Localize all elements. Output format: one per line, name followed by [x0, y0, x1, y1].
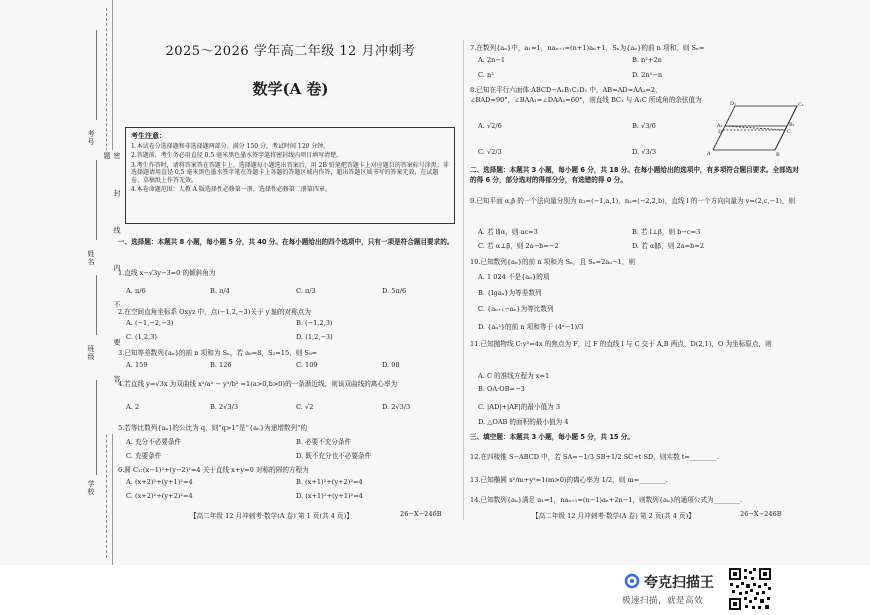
notice-item: 3.考生作答时，请将答案答在答题卡上。选择题每小题选出答案后，用 2B 铅笔把答题卡上对应题目的答案标号涂黑；非选择题请用直径 0.5 毫米黑色墨水签字笔在答题卡上各题的答题区域内作答，超出答题区域书写的答案无效，在试题卷、草稿纸上作答无效。: [131, 161, 449, 185]
q2-option-a: A. (−1,−2,−3): [126, 319, 174, 327]
label-d1: D₁: [730, 101, 737, 107]
label-c: C: [787, 129, 791, 135]
column-divider: [463, 40, 464, 520]
q1-option-b: B. π/4: [210, 287, 230, 295]
q2-option-c: C. (1,2,3): [126, 333, 157, 341]
q10-option-b: B. {lgaₙ}为等差数列: [478, 289, 542, 297]
question-2-stem: 2.在空间直角坐标系 Oxyz 中，点(−1,2,−3)关于 y 轴的对称点为: [118, 308, 311, 316]
question-12: 12.在四棱锥 S−ABCD 中，若 SA=−1/3 SB+1/2 SC+t SD，则实数 t=________.: [470, 453, 719, 461]
label-b: B: [776, 152, 780, 158]
question-10-stem: 10.已知数列{aₙ}的前 n 项和为 Sₙ，且 Sₙ=2aₙ−1，则: [470, 258, 635, 266]
q11-option-c: C. |AD|+|AF|的最小值为 3: [478, 403, 561, 411]
margin-label-exam-number: 考号: [87, 130, 95, 146]
scanner-logo-icon: [624, 573, 640, 589]
q9-option-d: D. 若 α∥β，则 2a=b=2: [632, 242, 705, 250]
q7-option-b: B. n²+2n: [632, 56, 662, 64]
q4-option-c: C. √2: [296, 403, 314, 411]
label-a1: A₁: [717, 123, 723, 129]
q9-option-b: B. 若 l⊥β，则 b−c=3: [632, 228, 701, 236]
footer-right: 【高二年级 12 月冲刺考·数学(A 卷) 第 2 页(共 4 页)】: [532, 512, 695, 520]
question-8-stem: 8.已知在平行六面体 ABCD−A₁B₁C₁D₁ 中，AB=AD=AA₁=2，∠BAD=90°，∠BAA₁=∠DAA₁=60°，则直线 BC₁ 与 A₁C 所成角的余弦值为: [470, 86, 702, 104]
margin-label-class: 班级: [87, 345, 95, 361]
question-3-stem: 3.已知等差数列{aₙ}的前 n 项和为 Sₙ，若 a₈=8，S₃=15，则 S₉=: [118, 349, 318, 357]
diagonal-b-c1: [775, 106, 797, 150]
question-5-stem: 5.若等比数列{aₙ}的公比为 q，则“q>1”是“{aₙ}为递增数列”的: [118, 424, 308, 432]
scanner-slogan: 极速扫描，就是高效: [622, 596, 704, 606]
q6-option-d: D. (x+1)²+(y+1)²=4: [296, 492, 363, 500]
parallelepiped-figure: [705, 98, 805, 158]
q2-option-d: D. (1,2,−3): [296, 333, 333, 341]
footer-left-code: 26−X−246B: [400, 510, 442, 518]
q5-option-a: A. 充分不必要条件: [126, 438, 182, 446]
q5-option-c: C. 充要条件: [126, 452, 162, 460]
notice-item: 4.本卷命题范围：人教 A 版选择性必修第一册，选择性必修第二册第四章。: [131, 186, 331, 194]
q8-option-d: D. √3/3: [632, 148, 657, 156]
q11-option-b: B. OA·OB=−3: [478, 385, 525, 393]
q8-option-c: C. √2/3: [478, 148, 502, 156]
qr-code-icon: [727, 566, 773, 612]
q4-option-b: B. 2√3/3: [210, 403, 239, 411]
footer-left: 【高二年级 12 月冲刺考·数学(A 卷) 第 1 页(共 4 页)】: [190, 512, 353, 520]
diagonal-a1-c: [725, 126, 785, 130]
question-11-stem: 11.已知抛物线 C:y²=4x 的焦点为 F，过 F 的直线 l 与 C 交于 A,B 两点，D(2,1)，O 为坐标原点，则: [470, 340, 772, 348]
binding-margin: [0, 0, 121, 565]
question-13: 13.已知椭圆 x²/m+y²=1(m>0)的离心率为 1/2，则 m=________.: [470, 476, 668, 484]
q10-option-c: C. {aₙ₊₁−aₙ}为等比数列: [478, 305, 554, 313]
q11-option-a: A. C 的准线方程为 x=1: [478, 372, 550, 380]
q8-option-a: A. √2/6: [478, 122, 502, 130]
q3-option-a: A. 159: [126, 361, 148, 369]
question-1-stem: 1.直线 x−√3y−3=0 的倾斜角为: [118, 269, 216, 277]
notice-heading: 考生注意：: [131, 132, 166, 140]
question-6-stem: 6.圆 C₁:(x−1)²+(y−2)²=4 关于直线 x+y=0 对称的圆的方程为: [118, 466, 309, 474]
q6-option-a: A. (x+2)²+(y+1)²=4: [126, 478, 193, 486]
q10-option-d: D. {aₙ²}的前 n 项和等于 (4ⁿ−1)/3: [478, 323, 584, 331]
q1-option-d: D. 5π/6: [382, 287, 407, 295]
q5-option-b: B. 必要不充分条件: [296, 438, 352, 446]
exam-number-line: [96, 30, 97, 120]
notice-item: 2.答题前，考生务必用直径 0.5 毫米黑色墨水签字笔将密封线内项目填写清楚。: [131, 152, 343, 160]
q3-option-b: B. 126: [210, 361, 232, 369]
q1-option-c: C. π/3: [296, 287, 316, 295]
q5-option-d: D. 既不充分也不必要条件: [296, 452, 372, 460]
question-9-stem: 9.已知平面 α,β 的一个法向量分别为 n₁=(−1,a,1)，n₂=(−2,2,b)，直线 l 的一个方向向量为 v=(2,c,−1)，则: [470, 197, 796, 205]
name-line: [96, 160, 97, 240]
q8-option-b: B. √3/6: [632, 122, 656, 130]
notice-item: 1.本试卷分选择题和非选择题两部分。满分 150 分，考试时间 120 分钟。: [131, 143, 330, 150]
q4-option-d: D. 2√3/3: [382, 403, 411, 411]
scanner-brand: 夸克扫描王: [644, 575, 714, 591]
seal-line-text: 密 封 线 内 不 要 答 题: [102, 150, 122, 434]
label-a: A: [707, 151, 711, 157]
exam-title: 2025～2026 学年高二年级 12 月冲刺考: [165, 44, 416, 59]
notice-box: [125, 127, 455, 224]
question-14: 14.已知数列{aₙ}满足 a₁=1，naₙ₊₁=(n−1)aₙ+2n−1，则数列{aₙ}的通项公式为________.: [470, 496, 743, 504]
q7-option-d: D. 2n²−n: [632, 71, 663, 79]
q6-option-b: B. (x+1)²+(y+2)²=4: [296, 478, 363, 486]
q2-option-b: B. (−1,2,3): [296, 319, 333, 327]
footer-right-code: 26−X−246B: [740, 510, 782, 518]
top-face: [725, 106, 797, 126]
school-line: [96, 380, 97, 475]
question-7-stem: 7.在数列{aₙ}中，a₁=1，naₙ₊₁=(n+1)aₙ+1，Sₙ为{aₙ}的前 n 项和，则 Sₙ=: [470, 44, 705, 52]
q10-option-a: A. 1 024 不是{aₙ}的项: [478, 273, 550, 281]
q11-option-d: D. △OAB 的面积的最小值为 4: [478, 418, 569, 426]
q9-option-a: A. 若 l∥α，则 ac=3: [478, 228, 538, 236]
section2-heading: 二、选择题：本题共 3 小题，每小题 6 分，共 18 分。在每小题给出的选项中，有多项符合题目要求。全部选对的得 6 分，部分选对的得部分分，有选错的得 0 分。: [470, 166, 799, 184]
label-c1: C₁: [798, 102, 804, 108]
q7-option-c: C. n²: [478, 71, 494, 79]
q7-option-a: A. 2n−1: [478, 56, 506, 64]
margin-label-school: 学校: [87, 480, 95, 496]
exam-subtitle: 数学(A 卷): [252, 80, 329, 98]
section1-heading: 一、选择题：本题共 8 小题，每小题 5 分，共 40 分。在每小题给出的四个选项中，只有一项是符合题目要求的。: [118, 238, 454, 246]
q3-option-c: C. 109: [296, 361, 318, 369]
question-4-stem: 4.若直线 y=√3x 为双曲线 x²/a² − y²/b² =1(a>0,b>0)的一条渐近线，则该双曲线的离心率为: [118, 380, 398, 388]
q3-option-d: D. 98: [382, 361, 400, 369]
q1-option-a: A. π/6: [126, 287, 146, 295]
margin-label-name: 姓名: [87, 250, 95, 266]
q4-option-a: A. 2: [126, 403, 140, 411]
q6-option-c: C. (x+2)²+(y+2)²=4: [126, 492, 193, 500]
q9-option-c: C. 若 α⊥β，则 2a−b=−2: [478, 242, 559, 250]
label-b1: B₁: [789, 122, 795, 128]
label-d: D: [718, 129, 723, 135]
class-line: [96, 275, 97, 335]
section3-heading: 三、填空题：本题共 3 小题，每小题 5 分，共 15 分。: [470, 433, 634, 441]
